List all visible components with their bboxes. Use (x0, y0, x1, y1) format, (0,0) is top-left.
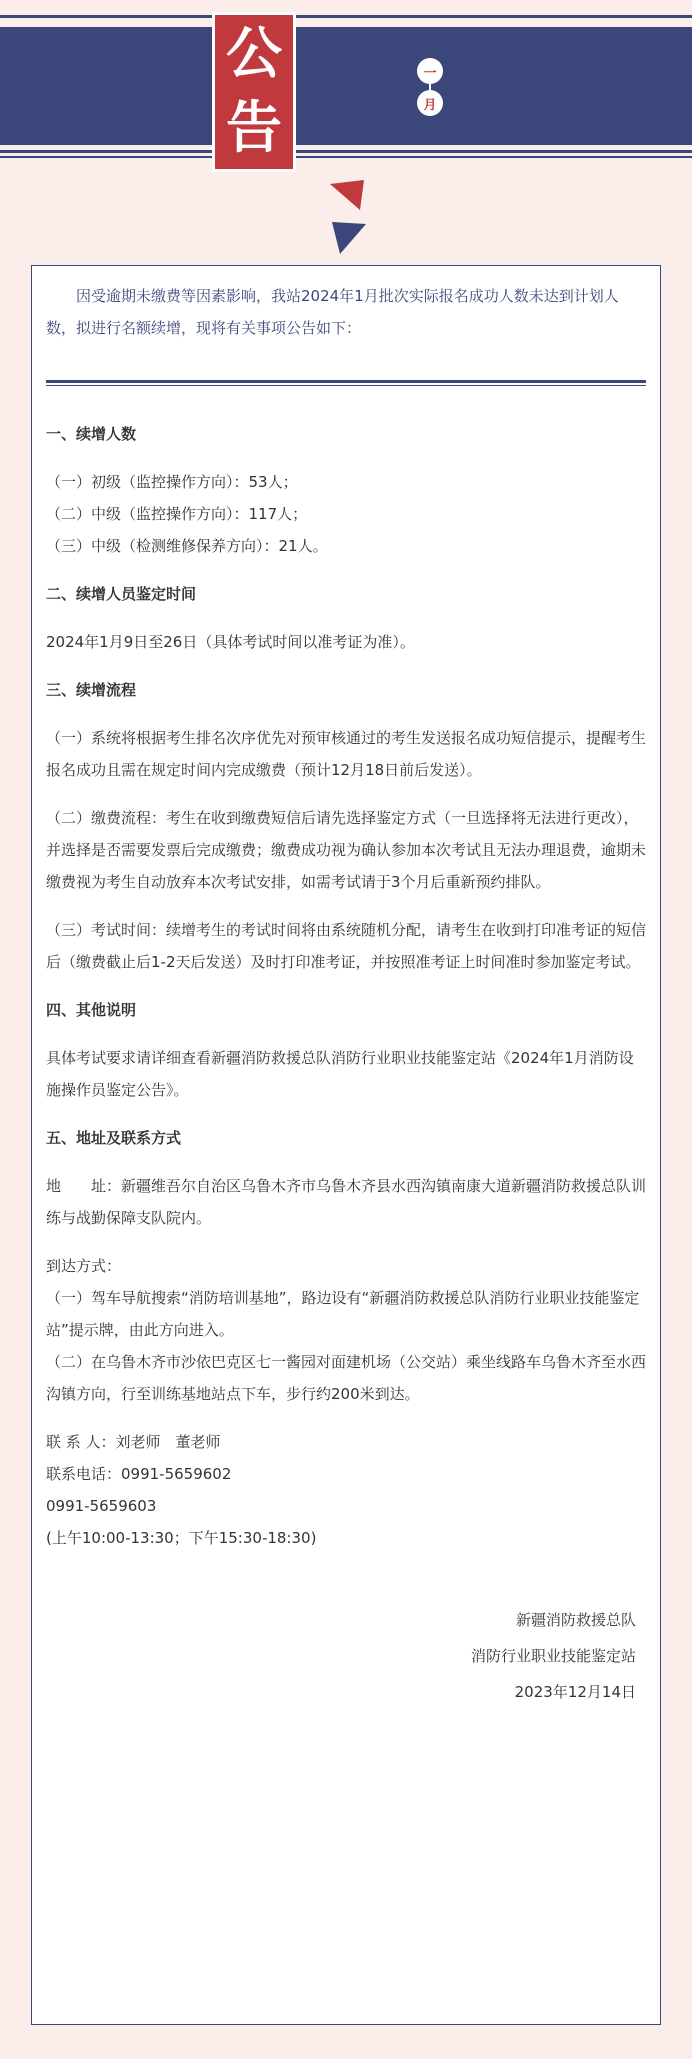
title-char-1: 公 (226, 22, 282, 87)
section4-text: 具体考试要求请详细查看新疆消防救援总队消防行业职业技能鉴定站《2024年1月消防设施操作员鉴定公告》。 (46, 1049, 634, 1099)
contact-phone-1: 联系电话：0991-5659602 (46, 1465, 232, 1483)
route-item: （二）在乌鲁木齐市沙依巴克区七一酱园对面建机场（公交站）乘坐线路车乌鲁木齐至水西沟镇方向，行至训练基地站点下车，步行约200米到达。 (46, 1353, 647, 1403)
section2-text: 2024年1月9日至26日（具体考试时间以准考证为准）。 (46, 633, 415, 651)
section1-item: （三）中级（检测维修保养方向）：21人。 (46, 537, 328, 555)
section1-item: （二）中级（监控操作方向）：117人； (46, 505, 308, 523)
month-badge-char-2: 月 (417, 90, 443, 116)
header-banner (0, 0, 692, 170)
address-text: 地 址：新疆维吾尔自治区乌鲁木齐市乌鲁木齐县水西沟镇南康大道新疆消防救援总队训练与战勤保障支队院内。 (46, 1177, 647, 1227)
signature-block (46, 1602, 646, 1710)
red-triangle-icon (330, 180, 364, 210)
signature-org-1: 新疆消防救援总队 (515, 1611, 636, 1629)
section2-heading: 二、续增人员鉴定时间 (46, 585, 197, 603)
month-badge-char-1: 一 (417, 58, 443, 84)
section5-heading: 五、地址及联系方式 (46, 1129, 182, 1147)
navy-triangle-icon (332, 222, 366, 254)
section3-item: （三）考试时间：续增考生的考试时间将由系统随机分配，请考生在收到打印准考证的短信后（缴费截止后1-2天后发送）及时打印准考证，并按照准考证上时间准时参加鉴定考试。 (46, 921, 647, 971)
section3-item: （一）系统将根据考生排名次序优先对预审核通过的考生发送报名成功短信提示，提醒考生报名成功且需在规定时间内完成缴费（预计12月18日前后发送）。 (46, 729, 647, 779)
announcement-title-box (212, 12, 296, 172)
intro-paragraph: 因受逾期未缴费等因素影响，我站2024年1月批次实际报名成功人数未达到计划人数，拟进行名额续增，现将有关事项公告如下： (46, 287, 619, 337)
section3-item: （二）缴费流程：考生在收到缴费短信后请先选择鉴定方式（一旦选择将无法进行更改），并选择是否需要发票后完成缴费；缴费成功视为确认参加本次考试且无法办理退费，逾期未缴费视为考生自动放弃本次考试安排，如需考试请于3个月后重新预约排队。 (46, 809, 647, 891)
banner-top-line (0, 15, 692, 18)
triangle-ornament-icon (326, 178, 374, 256)
banner-bottom-line (0, 150, 692, 153)
section1-heading: 一、续增人数 (46, 425, 137, 443)
month-badge (416, 58, 444, 116)
title-char-2: 告 (226, 96, 282, 161)
notice-content (46, 280, 646, 1710)
route-item: （一）驾车导航搜索“消防培训基地”，路边设有“新疆消防救援总队消防行业职业技能鉴定站”提示牌，由此方向进入。 (46, 1289, 640, 1339)
banner-band (0, 27, 692, 145)
section4-heading: 四、其他说明 (46, 1001, 137, 1019)
banner-bottom-line-2 (0, 156, 692, 158)
section1-item: （一）初级（监控操作方向）：53人； (46, 473, 298, 491)
signature-date: 2023年12月14日 (514, 1683, 636, 1701)
office-hours: (上午10:00-13:30；下午15:30-18:30) (46, 1529, 317, 1547)
contact-person: 联 系 人：刘老师 董老师 (46, 1433, 221, 1451)
double-divider (46, 380, 646, 386)
contact-phone-2: 0991-5659603 (46, 1497, 157, 1515)
signature-org-2: 消防行业职业技能鉴定站 (470, 1647, 636, 1665)
notice-card (31, 265, 661, 2025)
section3-heading: 三、续增流程 (46, 681, 137, 699)
route-label: 到达方式： (46, 1257, 122, 1275)
